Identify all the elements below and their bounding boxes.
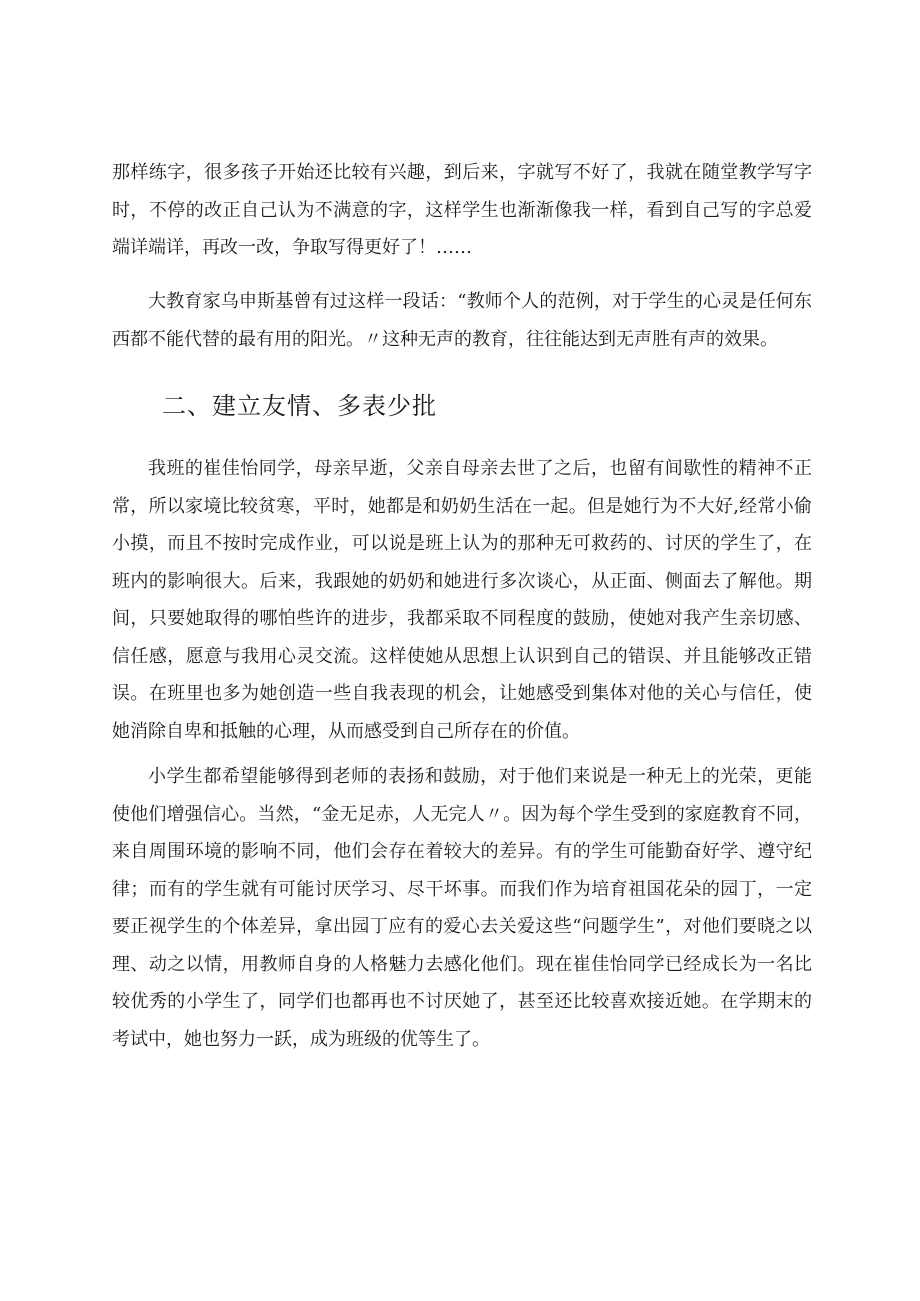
- paragraph-student-story: 我班的崔佳怡同学，母亲早逝，父亲自母亲去世了之后，也留有间歇性的精神不正常，所以家境比较贫寒，平时，她都是和奶奶生活在一起。但是她行为不大好,经常小偷小摸，而且不按时完成作业，可以说是班上认为的那种无可救药的、讨厌的学生了，在班内的影响很大。后来，我跟她的奶奶和她进行多次谈心，从正面、侧面去了解他。期间，只要她取得的哪怕些许的进步，我都采取不同程度的鼓励，使她对我产生亲切感、信任感，愿意与我用心灵交流。这样使她从思想上认识到自己的错误、并且能够改正错误。在班里也多为她创造一些自我表现的机会，让她感受到集体对他的关心与信任，使她消除自卑和抵触的心理，从而感受到自己所存在的价值。: [112, 458, 812, 742]
- section-heading: 二、建立友情、多表少批: [162, 392, 437, 420]
- paragraph-quote: 大教育家乌申斯基曾有过这样一段话：“教师个人的范例，对于学生的心灵是任何东西都不能代替的最有用的阳光。〃这种无声的教育，往往能达到无声胜有声的效果。: [112, 291, 812, 350]
- paragraph-continuation: 那样练字，很多孩子开始还比较有兴趣，到后来，字就写不好了，我就在随堂教学写字时，不停的改正自己认为不满意的字，这样学生也渐渐像我一样，看到自己写的字总爱端详端详，再改一改，争取写得更好了！……: [112, 162, 812, 258]
- paragraph-encouragement: 小学生都希望能够得到老师的表扬和鼓励，对于他们来说是一种无上的光荣，更能使他们增强信心。当然，“金无足赤，人无完人〃。因为每个学生受到的家庭教育不同，来自周围环境的影响不同，他们会存在着较大的差异。有的学生可能勤奋好学、遵守纪律；而有的学生就有可能讨厌学习、尽干坏事。而我们作为培育祖国花朵的园丁，一定要正视学生的个体差异，拿出园丁应有的爱心去关爱这些“问题学生”，对他们要晓之以理、动之以情，用教师自身的人格魅力去感化他们。现在崔佳怡同学已经成长为一名比较优秀的小学生了，同学们也都再也不讨厌她了，甚至还比较喜欢接近她。在学期末的考试中，她也努力一跃，成为班级的优等生了。: [112, 766, 812, 1050]
